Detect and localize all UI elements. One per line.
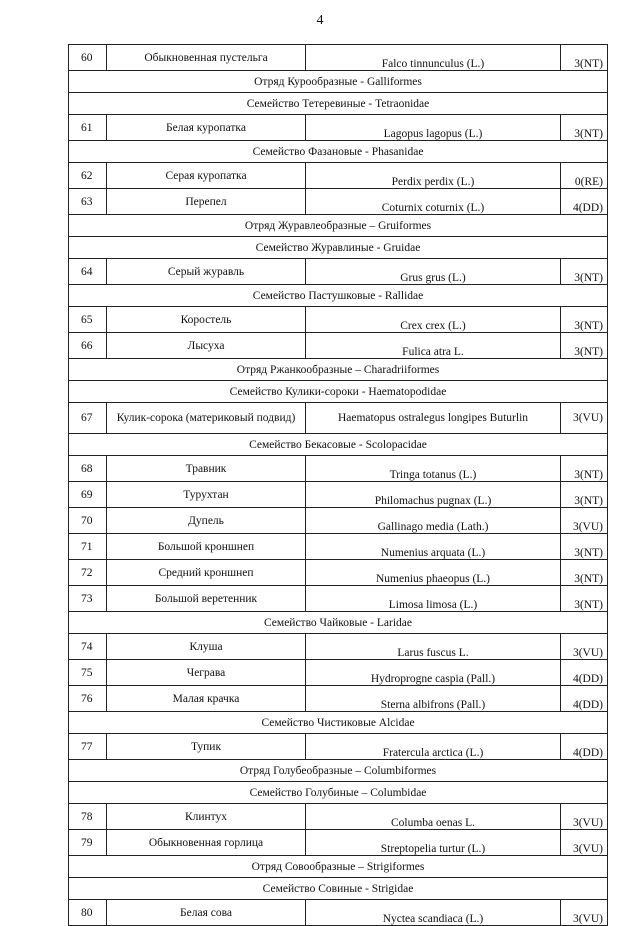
taxon-header: Отряд Ржанкообразные – Charadriiformes [69, 359, 608, 381]
species-number: 77 [69, 734, 107, 760]
taxon-header-row [69, 93, 608, 115]
species-row [69, 307, 608, 333]
species-row [69, 586, 608, 612]
species-russian-name: Турухтан [107, 482, 306, 508]
species-latin-name: Crex crex (L.) [306, 307, 561, 333]
species-russian-name: Тупик [107, 734, 306, 760]
species-russian-name: Перепел [107, 189, 306, 215]
species-latin-name: Gallinago media (Lath.) [306, 508, 561, 534]
species-number: 63 [69, 189, 107, 215]
species-row [69, 163, 608, 189]
species-status: 3(VU) [561, 634, 608, 660]
species-russian-name: Большой кроншнеп [107, 534, 306, 560]
taxon-header-row [69, 71, 608, 93]
species-latin-name: Haematopus ostralegus longipes Buturlin [306, 403, 561, 434]
species-status: 4(DD) [561, 660, 608, 686]
species-status: 4(DD) [561, 189, 608, 215]
species-row [69, 189, 608, 215]
species-status: 3(NT) [561, 456, 608, 482]
species-status: 3(NT) [561, 307, 608, 333]
species-status: 4(DD) [561, 734, 608, 760]
species-russian-name: Травник [107, 456, 306, 482]
species-number: 71 [69, 534, 107, 560]
species-russian-name: Клинтух [107, 804, 306, 830]
species-latin-name: Nyctea scandiaca (L.) [306, 900, 561, 926]
species-status: 3(VU) [561, 830, 608, 856]
species-status: 3(NT) [561, 115, 608, 141]
species-row [69, 686, 608, 712]
species-row [69, 508, 608, 534]
species-russian-name: Средний кроншнеп [107, 560, 306, 586]
taxon-header: Семейство Чистиковые Alcidae [69, 712, 608, 734]
species-latin-name: Falco tinnunculus (L.) [306, 45, 561, 71]
species-status: 3(NT) [561, 560, 608, 586]
taxon-header: Отряд Голубеобразные – Columbiformes [69, 760, 608, 782]
species-number: 76 [69, 686, 107, 712]
species-russian-name: Серый журавль [107, 259, 306, 285]
taxon-header-row [69, 434, 608, 456]
species-latin-name: Grus grus (L.) [306, 259, 561, 285]
species-latin-name: Fratercula arctica (L.) [306, 734, 561, 760]
species-number: 75 [69, 660, 107, 686]
taxon-header: Семейство Совиные - Strigidae [69, 878, 608, 900]
species-number: 66 [69, 333, 107, 359]
species-row [69, 403, 608, 434]
taxon-header-row [69, 878, 608, 900]
species-number: 60 [69, 45, 107, 71]
taxon-header-row [69, 381, 608, 403]
species-latin-name: Columba oenas L. [306, 804, 561, 830]
species-latin-name: Sterna albifrons (Pall.) [306, 686, 561, 712]
page-number: 4 [316, 13, 324, 28]
species-status: 3(NT) [561, 534, 608, 560]
taxon-header-row [69, 285, 608, 307]
species-russian-name: Дупель [107, 508, 306, 534]
taxon-header: Семейство Пастушковые - Rallidae [69, 285, 608, 307]
species-status: 3(NT) [561, 482, 608, 508]
taxon-header-row [69, 612, 608, 634]
species-table [68, 44, 608, 926]
species-latin-name: Perdix perdix (L.) [306, 163, 561, 189]
taxon-header: Отряд Журавлеобразные – Gruiformes [69, 215, 608, 237]
species-russian-name: Обыкновенная горлица [107, 830, 306, 856]
species-status: 3(NT) [561, 586, 608, 612]
taxon-header: Семейство Бекасовые - Scolopacidae [69, 434, 608, 456]
species-latin-name: Fulica atra L. [306, 333, 561, 359]
species-number: 67 [69, 403, 107, 434]
species-latin-name: Limosa limosa (L.) [306, 586, 561, 612]
species-number: 65 [69, 307, 107, 333]
species-latin-name: Numenius phaeopus (L.) [306, 560, 561, 586]
taxon-header-row [69, 237, 608, 259]
taxon-header: Семейство Кулики-сороки - Haematopodidae [69, 381, 608, 403]
species-row [69, 534, 608, 560]
species-status: 3(VU) [561, 508, 608, 534]
species-status: 3(VU) [561, 900, 608, 926]
taxon-header-row [69, 215, 608, 237]
species-russian-name: Кулик-сорока (материковый подвид) [107, 403, 306, 434]
species-latin-name: Coturnix coturnix (L.) [306, 189, 561, 215]
species-row [69, 830, 608, 856]
species-number: 61 [69, 115, 107, 141]
species-latin-name: Streptopelia turtur (L.) [306, 830, 561, 856]
taxon-header-row [69, 359, 608, 381]
species-row [69, 804, 608, 830]
species-row [69, 115, 608, 141]
species-latin-name: Numenius arquata (L.) [306, 534, 561, 560]
species-status: 3(NT) [561, 45, 608, 71]
species-number: 79 [69, 830, 107, 856]
taxon-header: Семейство Фазановые - Phasanidae [69, 141, 608, 163]
species-number: 73 [69, 586, 107, 612]
species-number: 74 [69, 634, 107, 660]
species-number: 62 [69, 163, 107, 189]
species-row [69, 456, 608, 482]
species-latin-name: Hydroprogne caspia (Pall.) [306, 660, 561, 686]
species-number: 70 [69, 508, 107, 534]
species-row [69, 560, 608, 586]
taxon-header: Семейство Чайковые - Laridae [69, 612, 608, 634]
species-russian-name: Малая крачка [107, 686, 306, 712]
species-status: 4(DD) [561, 686, 608, 712]
taxon-header-row [69, 141, 608, 163]
species-status: 3(VU) [561, 403, 608, 434]
species-russian-name: Белая куропатка [107, 115, 306, 141]
species-number: 69 [69, 482, 107, 508]
species-table-body [69, 45, 608, 926]
species-russian-name: Белая сова [107, 900, 306, 926]
species-russian-name: Чеграва [107, 660, 306, 686]
species-row [69, 900, 608, 926]
taxon-header: Семейство Голубиные – Columbidae [69, 782, 608, 804]
species-number: 78 [69, 804, 107, 830]
species-russian-name: Серая куропатка [107, 163, 306, 189]
species-status: 3(NT) [561, 333, 608, 359]
species-row [69, 482, 608, 508]
species-latin-name: Larus fuscus L. [306, 634, 561, 660]
species-number: 68 [69, 456, 107, 482]
species-number: 80 [69, 900, 107, 926]
species-number: 64 [69, 259, 107, 285]
species-latin-name: Philomachus pugnax (L.) [306, 482, 561, 508]
species-russian-name: Коростель [107, 307, 306, 333]
species-row [69, 634, 608, 660]
taxon-header: Семейство Журавлиные - Gruidae [69, 237, 608, 259]
species-status: 3(NT) [561, 259, 608, 285]
taxon-header: Отряд Курообразные - Galliformes [69, 71, 608, 93]
taxon-header-row [69, 856, 608, 878]
species-russian-name: Большой веретенник [107, 586, 306, 612]
species-russian-name: Клуша [107, 634, 306, 660]
taxon-header-row [69, 782, 608, 804]
species-latin-name: Lagopus lagopus (L.) [306, 115, 561, 141]
species-row [69, 333, 608, 359]
species-status: 3(VU) [561, 804, 608, 830]
species-russian-name: Обыкновенная пустельга [107, 45, 306, 71]
species-row [69, 660, 608, 686]
species-row [69, 45, 608, 71]
taxon-header-row [69, 712, 608, 734]
taxon-header: Семейство Тетеревиные - Tetraonidae [69, 93, 608, 115]
species-number: 72 [69, 560, 107, 586]
species-status: 0(RE) [561, 163, 608, 189]
species-row [69, 734, 608, 760]
species-row [69, 259, 608, 285]
species-russian-name: Лысуха [107, 333, 306, 359]
taxon-header: Отряд Совообразные – Strigiformes [69, 856, 608, 878]
species-latin-name: Tringa totanus (L.) [306, 456, 561, 482]
taxon-header-row [69, 760, 608, 782]
